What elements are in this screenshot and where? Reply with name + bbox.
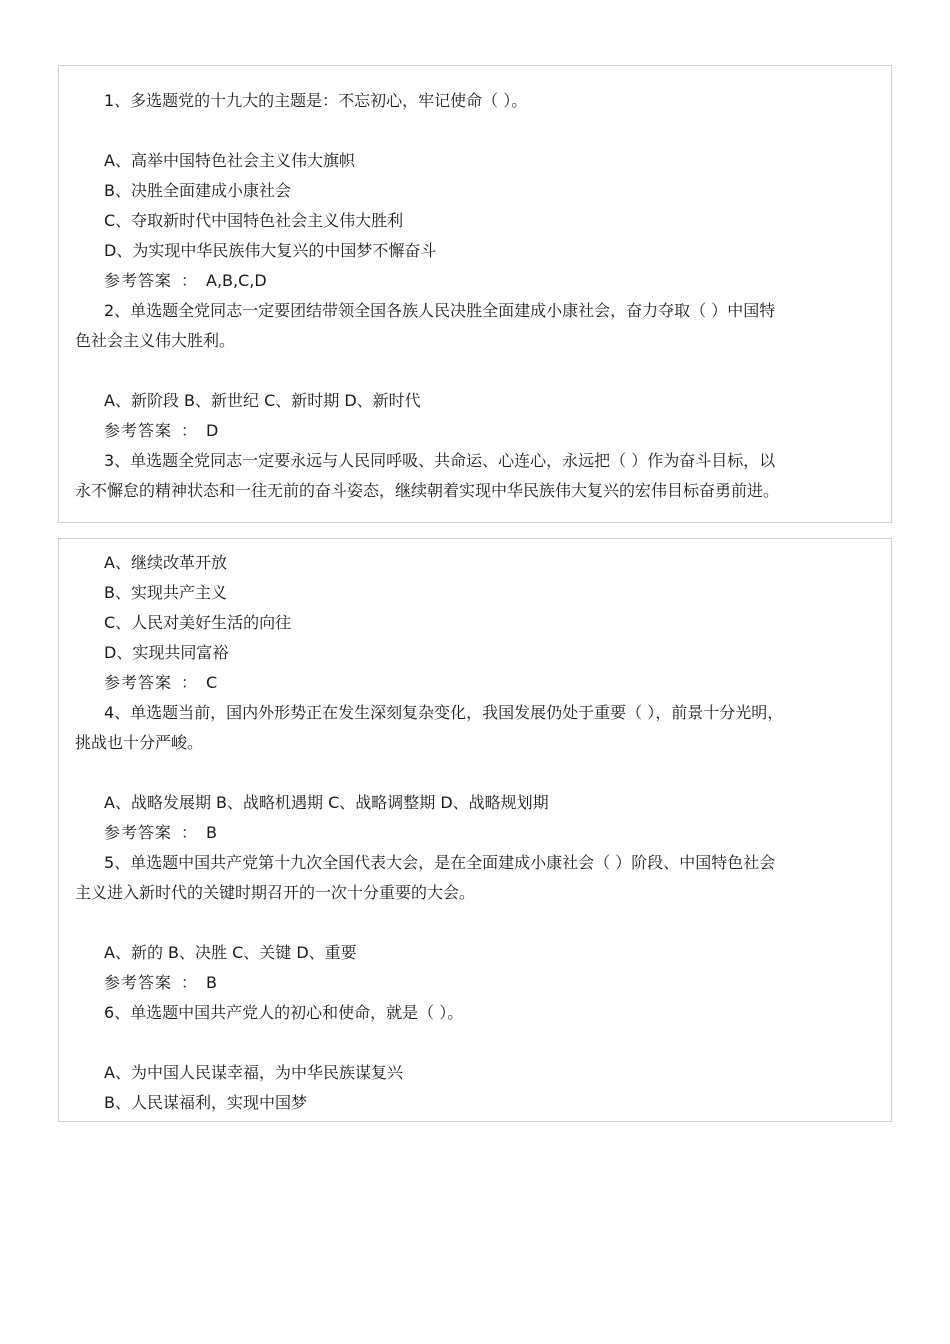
answer-value: B [206, 823, 217, 842]
question-6-option-b: B、人民谋福利，实现中国梦 [104, 1093, 307, 1112]
answer-label: 参考答案 [104, 673, 173, 692]
question-1-option-c: C、夺取新时代中国特色社会主义伟大胜利 [104, 211, 404, 230]
question-4-options: A、战略发展期 B、战略机遇期 C、战略调整期 D、战略规划期 [104, 793, 549, 812]
question-6-stem: 6、单选题中国共产党人的初心和使命，就是（ ）。 [104, 1003, 464, 1022]
answer-separator: ： [181, 271, 198, 290]
question-4-stem-line-2: 挑战也十分严峻。 [75, 733, 204, 752]
answer-label: 参考答案 [104, 421, 173, 440]
question-3-stem-line-1: 3、单选题全党同志一定要永远与人民同呼吸、共命运、心连心，永远把（ ）作为奋斗目标，以 [104, 451, 776, 470]
question-2-answer [59, 416, 891, 446]
question-1-option-a: A、高举中国特色社会主义伟大旗帜 [104, 151, 355, 170]
question-3-answer [59, 668, 891, 698]
question-2-stem-line-1: 2、单选题全党同志一定要团结带领全国各族人民决胜全面建成小康社会，奋力夺取（ ）中国特 [104, 301, 776, 320]
answer-separator: ： [181, 823, 198, 842]
question-3-option-a: A、继续改革开放 [104, 553, 227, 572]
answer-label: 参考答案 [104, 823, 173, 842]
spacer [59, 908, 891, 938]
question-1-answer [59, 266, 891, 296]
answer-value: C [206, 673, 218, 692]
answer-value: B [206, 973, 217, 992]
question-2-stem-line-2: 色社会主义伟大胜利。 [75, 331, 236, 350]
spacer [59, 1028, 891, 1058]
spacer [59, 758, 891, 788]
question-2-options: A、新阶段 B、新世纪 C、新时期 D、新时代 [104, 391, 421, 410]
answer-separator: ： [181, 673, 198, 692]
answer-label: 参考答案 [104, 271, 173, 290]
answer-label: 参考答案 [104, 973, 173, 992]
answer-separator: ： [181, 421, 198, 440]
question-1-option-d: D、为实现中华民族伟大复兴的中国梦不懈奋斗 [104, 241, 437, 260]
spacer [59, 116, 891, 146]
question-1-stem: 1、多选题党的十九大的主题是：不忘初心，牢记使命（ ）。 [104, 91, 528, 110]
answer-value: A,B,C,D [206, 271, 267, 290]
question-5-answer [59, 968, 891, 998]
question-5-options: A、新的 B、决胜 C、关键 D、重要 [104, 943, 357, 962]
question-4-stem-line-1: 4、单选题当前，国内外形势正在发生深刻复杂变化，我国发展仍处于重要（ ），前景十分光明， [104, 703, 784, 722]
answer-value: D [206, 421, 219, 440]
question-5-stem-line-1: 5、单选题中国共产党第十九次全国代表大会，是在全面建成小康社会（ ）阶段、中国特色社会 [104, 853, 776, 872]
question-5-stem-line-2: 主义进入新时代的关键时期召开的一次十分重要的大会。 [75, 883, 476, 902]
question-panel-1 [58, 65, 892, 523]
question-3-option-c: C、人民对美好生活的向往 [104, 613, 292, 632]
question-panel-2 [58, 538, 892, 1122]
question-3-option-b: B、实现共产主义 [104, 583, 227, 602]
question-4-answer [59, 818, 891, 848]
question-3-stem-line-2: 永不懈怠的精神状态和一往无前的奋斗姿态，继续朝着实现中华民族伟大复兴的宏伟目标奋勇前进。 [75, 481, 780, 500]
spacer [59, 356, 891, 386]
question-3-option-d: D、实现共同富裕 [104, 643, 229, 662]
question-1-option-b: B、决胜全面建成小康社会 [104, 181, 291, 200]
question-6-option-a: A、为中国人民谋幸福，为中华民族谋复兴 [104, 1063, 403, 1082]
answer-separator: ： [181, 973, 198, 992]
